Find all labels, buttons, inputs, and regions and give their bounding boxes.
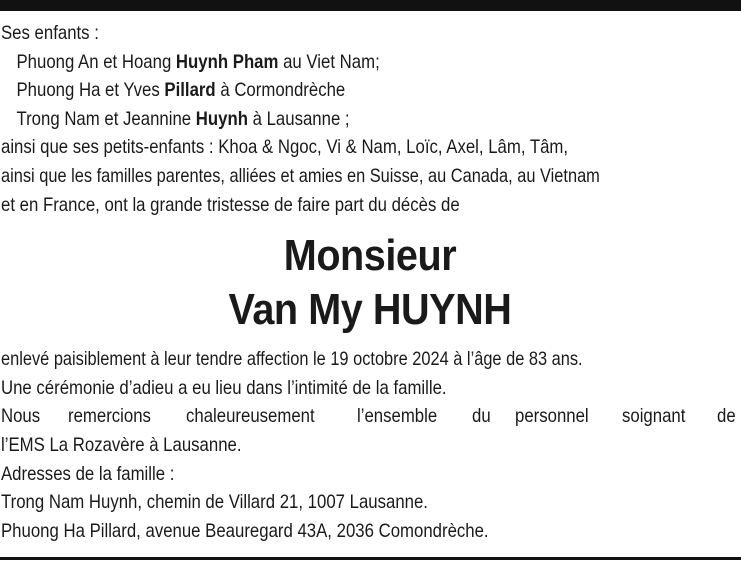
announcement-line: et en France, ont la grande tristesse de faire part du décès de xyxy=(1,193,460,216)
child-place: au Viet Nam; xyxy=(278,50,380,73)
ceremony-line: Une cérémonie d’adieu a eu lieu dans l’intimité de la famille. xyxy=(1,376,447,399)
child-given-names: Trong Nam et Jeannine xyxy=(16,107,196,130)
child-family-name: Huynh Pham xyxy=(175,50,279,73)
child-given-names: Phuong Ha et Yves xyxy=(16,79,165,102)
address-line: Trong Nam Huynh, chemin de Villard 21, 1007 Lausanne. xyxy=(1,491,428,514)
thanks-word: personnel xyxy=(514,405,589,428)
grandchildren-line: ainsi que ses petits-enfants : Khoa & Ngoc, Vi & Nam, Loïc, Axel, Lâm, Tâm, xyxy=(1,136,569,159)
child-family-name: Huynh xyxy=(195,107,248,130)
obituary-notice xyxy=(1,19,739,545)
child-given-names: Phuong An et Hoang xyxy=(16,50,176,73)
deceased-title: Monsieur xyxy=(283,231,457,281)
passing-line: enlevé paisiblement à leur tendre affection le 19 octobre 2024 à l’âge de 83 ans. xyxy=(1,348,583,371)
thanks-word: du xyxy=(471,405,491,428)
thanks-word: l’ensemble xyxy=(357,405,438,428)
thanks-word: de xyxy=(717,405,736,428)
addresses-intro: Adresses de la famille : xyxy=(1,462,175,485)
child-family-name: Pillard xyxy=(164,79,216,102)
child-line xyxy=(1,105,636,134)
thanks-word: remercions xyxy=(68,405,151,428)
deceased-name: Van My HUYNH xyxy=(228,285,512,335)
thanks-line-continued: l’EMS La Rozavère à Lausanne. xyxy=(1,433,242,456)
children-intro: Ses enfants : xyxy=(1,22,99,44)
child-place: à Cormondrèche xyxy=(215,79,346,102)
thanks-word: Nous xyxy=(1,405,41,428)
thanks-word: chaleureusement xyxy=(185,405,315,428)
thanks-word: soignant xyxy=(622,405,686,428)
thanks-line xyxy=(1,402,739,431)
top-rule xyxy=(0,0,741,11)
families-line: ainsi que les familles parentes, alliées et amies en Suisse, au Canada, au Vietnam xyxy=(1,164,600,187)
child-line xyxy=(1,76,636,105)
child-place: à Lausanne ; xyxy=(247,107,350,130)
bottom-rule xyxy=(0,557,741,560)
address-line: Phuong Ha Pillard, avenue Beauregard 43A, 2036 Comondrèche. xyxy=(1,519,489,542)
child-line xyxy=(1,48,636,77)
